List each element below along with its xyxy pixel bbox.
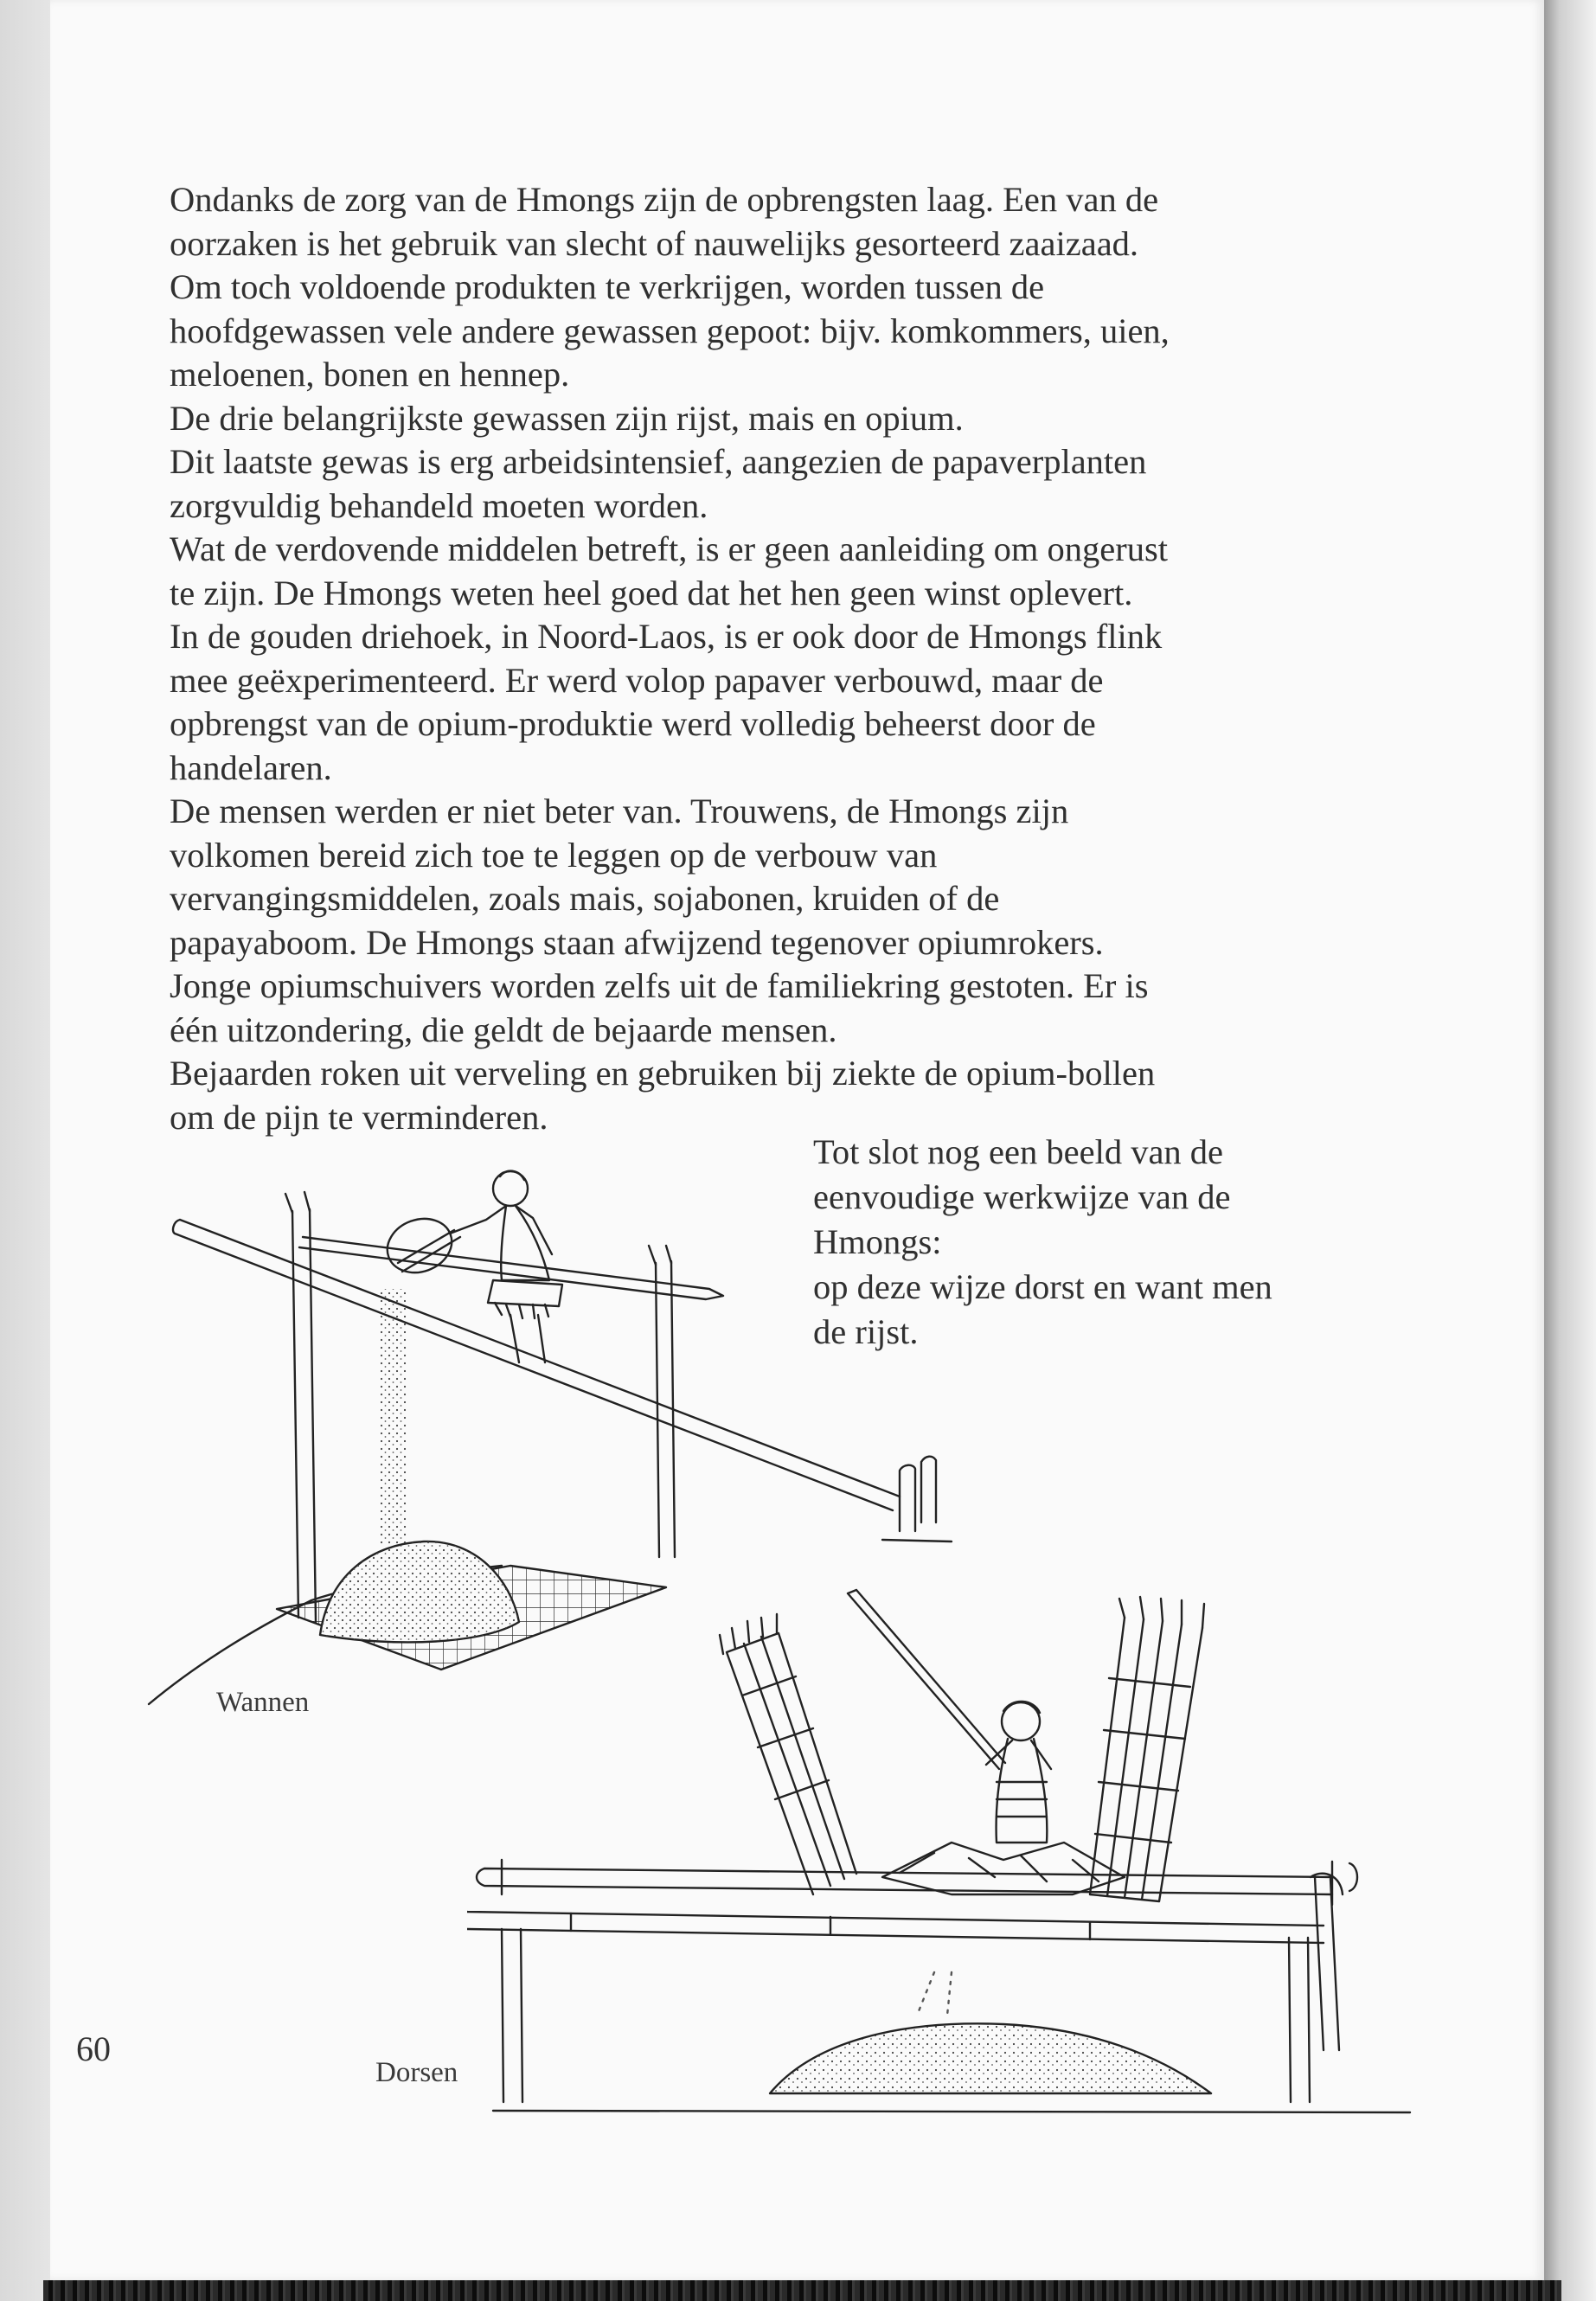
body-line: mee geëxperimenteerd. Er werd volop papaver verbouwd, maar de xyxy=(170,660,1104,700)
caption-line: eenvoudige werkwijze van de xyxy=(813,1177,1231,1216)
body-line: oorzaken is het gebruik van slecht of nauwelijks gesorteerd zaaizaad. xyxy=(170,223,1139,263)
body-line: meloenen, bonen en hennep. xyxy=(170,355,570,394)
body-line: De drie belangrijkste gewassen zijn rijst, mais en opium. xyxy=(170,398,964,438)
body-line: zorgvuldig behandeld moeten worden. xyxy=(170,485,708,525)
caption-line: Hmongs: xyxy=(813,1222,942,1261)
body-line: Bejaarden roken uit verveling en gebruiken bij ziekte de opium-bollen xyxy=(170,1054,1156,1093)
caption-line: de rijst. xyxy=(813,1312,919,1351)
winnowing-label: Wannen xyxy=(216,1687,310,1718)
body-line: De mensen werden er niet beter van. Trouwens, de Hmongs zijn xyxy=(170,792,1069,830)
page-number: 60 xyxy=(76,2029,111,2068)
book-bottom-edge xyxy=(43,2280,1561,2301)
body-line: handelaren. xyxy=(170,747,332,787)
body-line: papayaboom. De Hmongs staan afwijzend tegenover opiumrokers. xyxy=(170,922,1104,962)
body-line: Dit laatste gewas is erg arbeidsintensief, aangezien de papaverplanten xyxy=(170,442,1147,481)
page-left-margin xyxy=(0,0,50,2301)
body-line: om de pijn te verminderen. xyxy=(170,1097,548,1137)
body-line: hoofdgewassen vele andere gewassen gepoot: bijv. komkommers, uien, xyxy=(170,311,1170,350)
body-line: opbrengst van de opium-produktie werd volledig beheerst door de xyxy=(170,704,1096,743)
body-line: Om toch voldoende produkten te verkrijgen, worden tussen de xyxy=(170,267,1045,306)
caption-line: op deze wijze dorst en want men xyxy=(813,1267,1272,1306)
threshing-label: Dorsen xyxy=(375,2057,458,2088)
body-line: Ondanks de zorg van de Hmongs zijn de opbrengsten laag. Een van de xyxy=(170,180,1159,219)
caption-line: Tot slot nog een beeld van de xyxy=(813,1132,1224,1171)
body-line: volkomen bereid zich toe te leggen op de verbouw van xyxy=(170,835,938,875)
body-line: te zijn. De Hmongs weten heel goed dat het hen geen winst oplevert. xyxy=(170,573,1133,612)
body-line: Wat de verdovende middelen betreft, is er geen aanleiding om ongerust xyxy=(170,529,1168,568)
body-line: vervangingsmiddelen, zoals mais, sojabonen, kruiden of de xyxy=(170,879,1000,918)
threshing-illustration xyxy=(467,1583,1445,2128)
body-line: één uitzondering, die geldt de bejaarde mensen. xyxy=(170,1009,837,1049)
book-spine-edge xyxy=(1544,0,1596,2301)
body-line: In de gouden driehoek, in Noord-Laos, is er ook door de Hmongs flink xyxy=(170,617,1163,656)
body-line: Jonge opiumschuivers worden zelfs uit de familiekring gestoten. Er is xyxy=(170,966,1149,1005)
body-text xyxy=(170,178,1441,1139)
